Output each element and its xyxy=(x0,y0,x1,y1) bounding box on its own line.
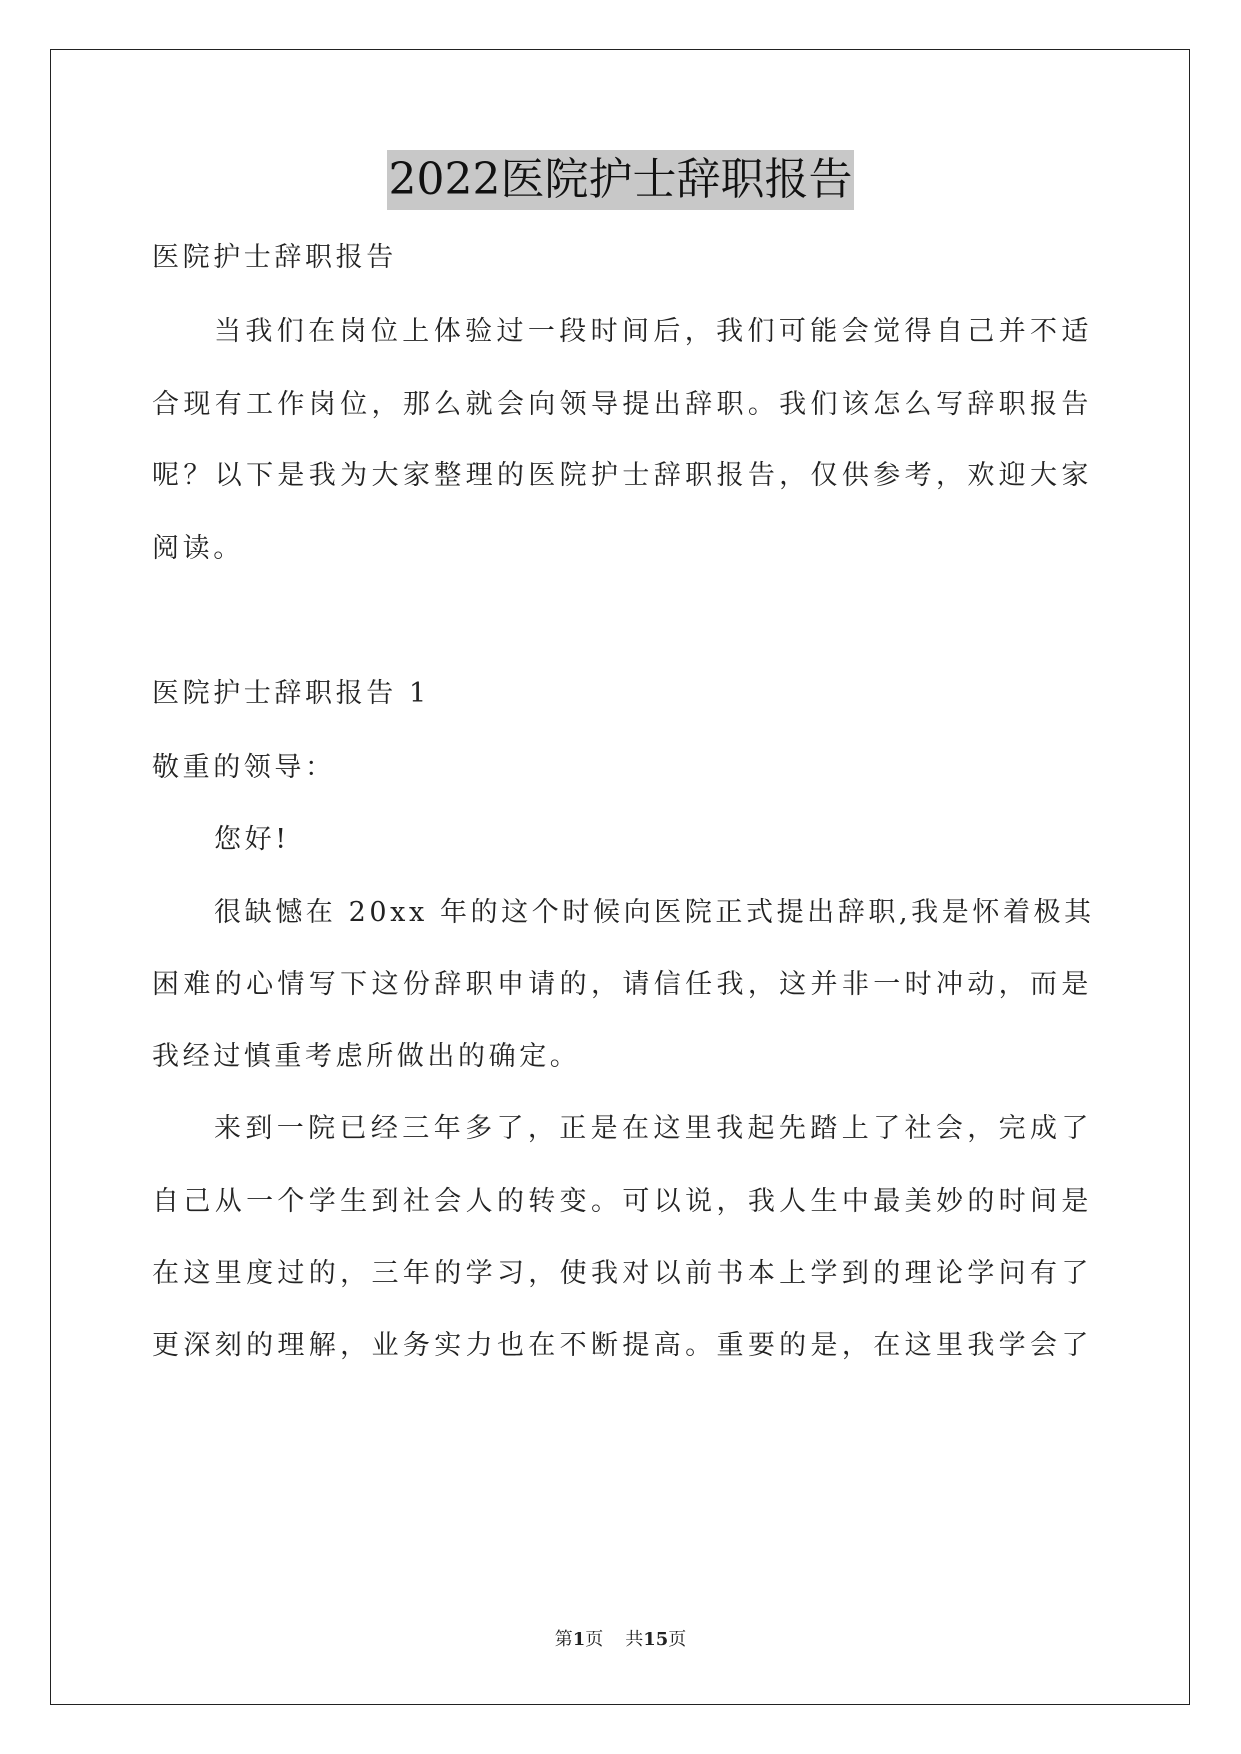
greeting: 您好! xyxy=(214,824,290,855)
paragraph1-line-3: 我经过慎重考虑所做出的确定。 xyxy=(152,1041,581,1072)
intro-line-1: 当我们在岗位上体验过一段时间后，我们可能会觉得自己并不适 xyxy=(214,316,1092,347)
paragraph1-line-1: 很缺憾在 20xx 年的这个时候向医院正式提出辞职,我是怀着极其 xyxy=(214,897,1095,928)
footer-page-suffix: 页 xyxy=(585,1629,604,1650)
paragraph2-line-3: 在这里度过的，三年的学习，使我对以前书本上学到的理论学问有了 xyxy=(152,1258,1092,1289)
footer-total-prefix: 共 xyxy=(625,1629,644,1650)
footer-total-suffix: 页 xyxy=(668,1629,687,1650)
paragraph2-line-2: 自己从一个学生到社会人的转变。可以说，我人生中最美妙的时间是 xyxy=(152,1186,1092,1217)
footer-prefix: 第 xyxy=(554,1629,573,1650)
footer-page-number: 1 xyxy=(572,1629,586,1650)
paragraph2-line-4: 更深刻的理解，业务实力也在不断提高。重要的是，在这里我学会了 xyxy=(152,1330,1092,1361)
page-footer xyxy=(0,1625,1241,1651)
salutation: 敬重的领导： xyxy=(152,752,336,783)
section-heading: 医院护士辞职报告 1 xyxy=(152,678,430,709)
intro-line-4: 阅读。 xyxy=(152,533,244,564)
page-border xyxy=(50,49,1190,1705)
document-subtitle: 医院护士辞职报告 xyxy=(152,242,397,273)
paragraph1-line-2: 困难的心情写下这份辞职申请的，请信任我，这并非一时冲动，而是 xyxy=(152,969,1092,1000)
paragraph2-line-1: 来到一院已经三年多了，正是在这里我起先踏上了社会，完成了 xyxy=(214,1113,1092,1144)
title-container xyxy=(0,150,1241,210)
document-title: 2022医院护士辞职报告 xyxy=(387,150,855,210)
intro-line-3: 呢？以下是我为大家整理的医院护士辞职报告，仅供参考，欢迎大家 xyxy=(152,460,1092,491)
intro-line-2: 合现有工作岗位，那么就会向领导提出辞职。我们该怎么写辞职报告 xyxy=(152,389,1092,420)
footer-total-pages: 15 xyxy=(643,1629,669,1650)
